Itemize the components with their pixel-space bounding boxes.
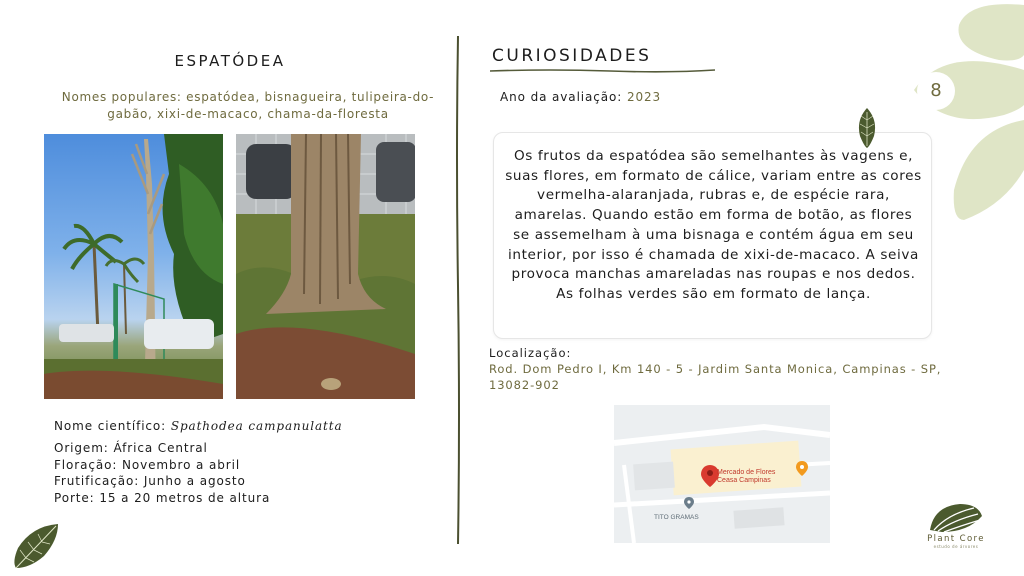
decorative-leaves-icon [914,0,1024,230]
bottom-leaf-icon [12,522,60,570]
location-map[interactable] [614,405,830,543]
title-underline [490,68,715,73]
popular-names: Nomes populares: espatódea, bisnagueira, tulipeira-do-gabão, xixi-de-macaco, chama-da-floresta [61,90,435,121]
scientific-label: Nome científico: [54,419,171,433]
evaluation-year [500,90,661,104]
map-secondary-place: TITO GRAMAS [654,514,699,521]
location-address: Rod. Dom Pedro I, Km 140 - 5 - Jardim Santa Monica, Campinas - SP, 13082-902 [489,362,942,392]
page-number: 8 [917,72,955,110]
curiosity-text: Os frutos da espatódea são semelhantes às vagens e, suas flores, em formato de cálice, variam entre as cores vermelha-alaranjada, rubras e, de espécie rara, amarelas. Quando estão em forma de botão, as flores se assemelham à uma bisnaga e contém água em seu interior, por isso é chamada de xixi-de-macaco. A seiva provoca manchas amareladas nas roupas e nos dedos. As folhas verdes são em formato de lança. [505,148,922,302]
tree-photo-full [44,134,223,399]
map-place-line2: Ceasa Campinas [717,477,771,484]
year-value: 2023 [626,90,662,104]
vertical-divider [455,36,461,544]
year-label: Ano da avaliação: [500,90,627,104]
small-leaf-icon [856,108,878,148]
scientific-value: Spathodea campanulatta [170,419,343,433]
curiosity-card [493,132,932,339]
brand-name: Plant Core [927,534,985,544]
origin-row: Origem: África Central [54,441,208,455]
plant-title: ESPATÓDEA [174,52,286,70]
fruiting-row: Frutificação: Junho a agosto [54,474,246,488]
curiosities-title: CURIOSIDADES [492,46,652,66]
tree-trunk-photo [236,134,415,399]
scientific-name [54,419,343,433]
location-label: Localização: [489,346,572,360]
plant-details [54,440,270,506]
flowering-row: Floração: Novembro a abril [54,457,241,472]
size-row: Porte: 15 a 20 metros de altura [54,490,271,505]
map-place-line1: Mercado de Flores [717,469,776,476]
brand-tagline: estudo de árvores [933,544,979,549]
